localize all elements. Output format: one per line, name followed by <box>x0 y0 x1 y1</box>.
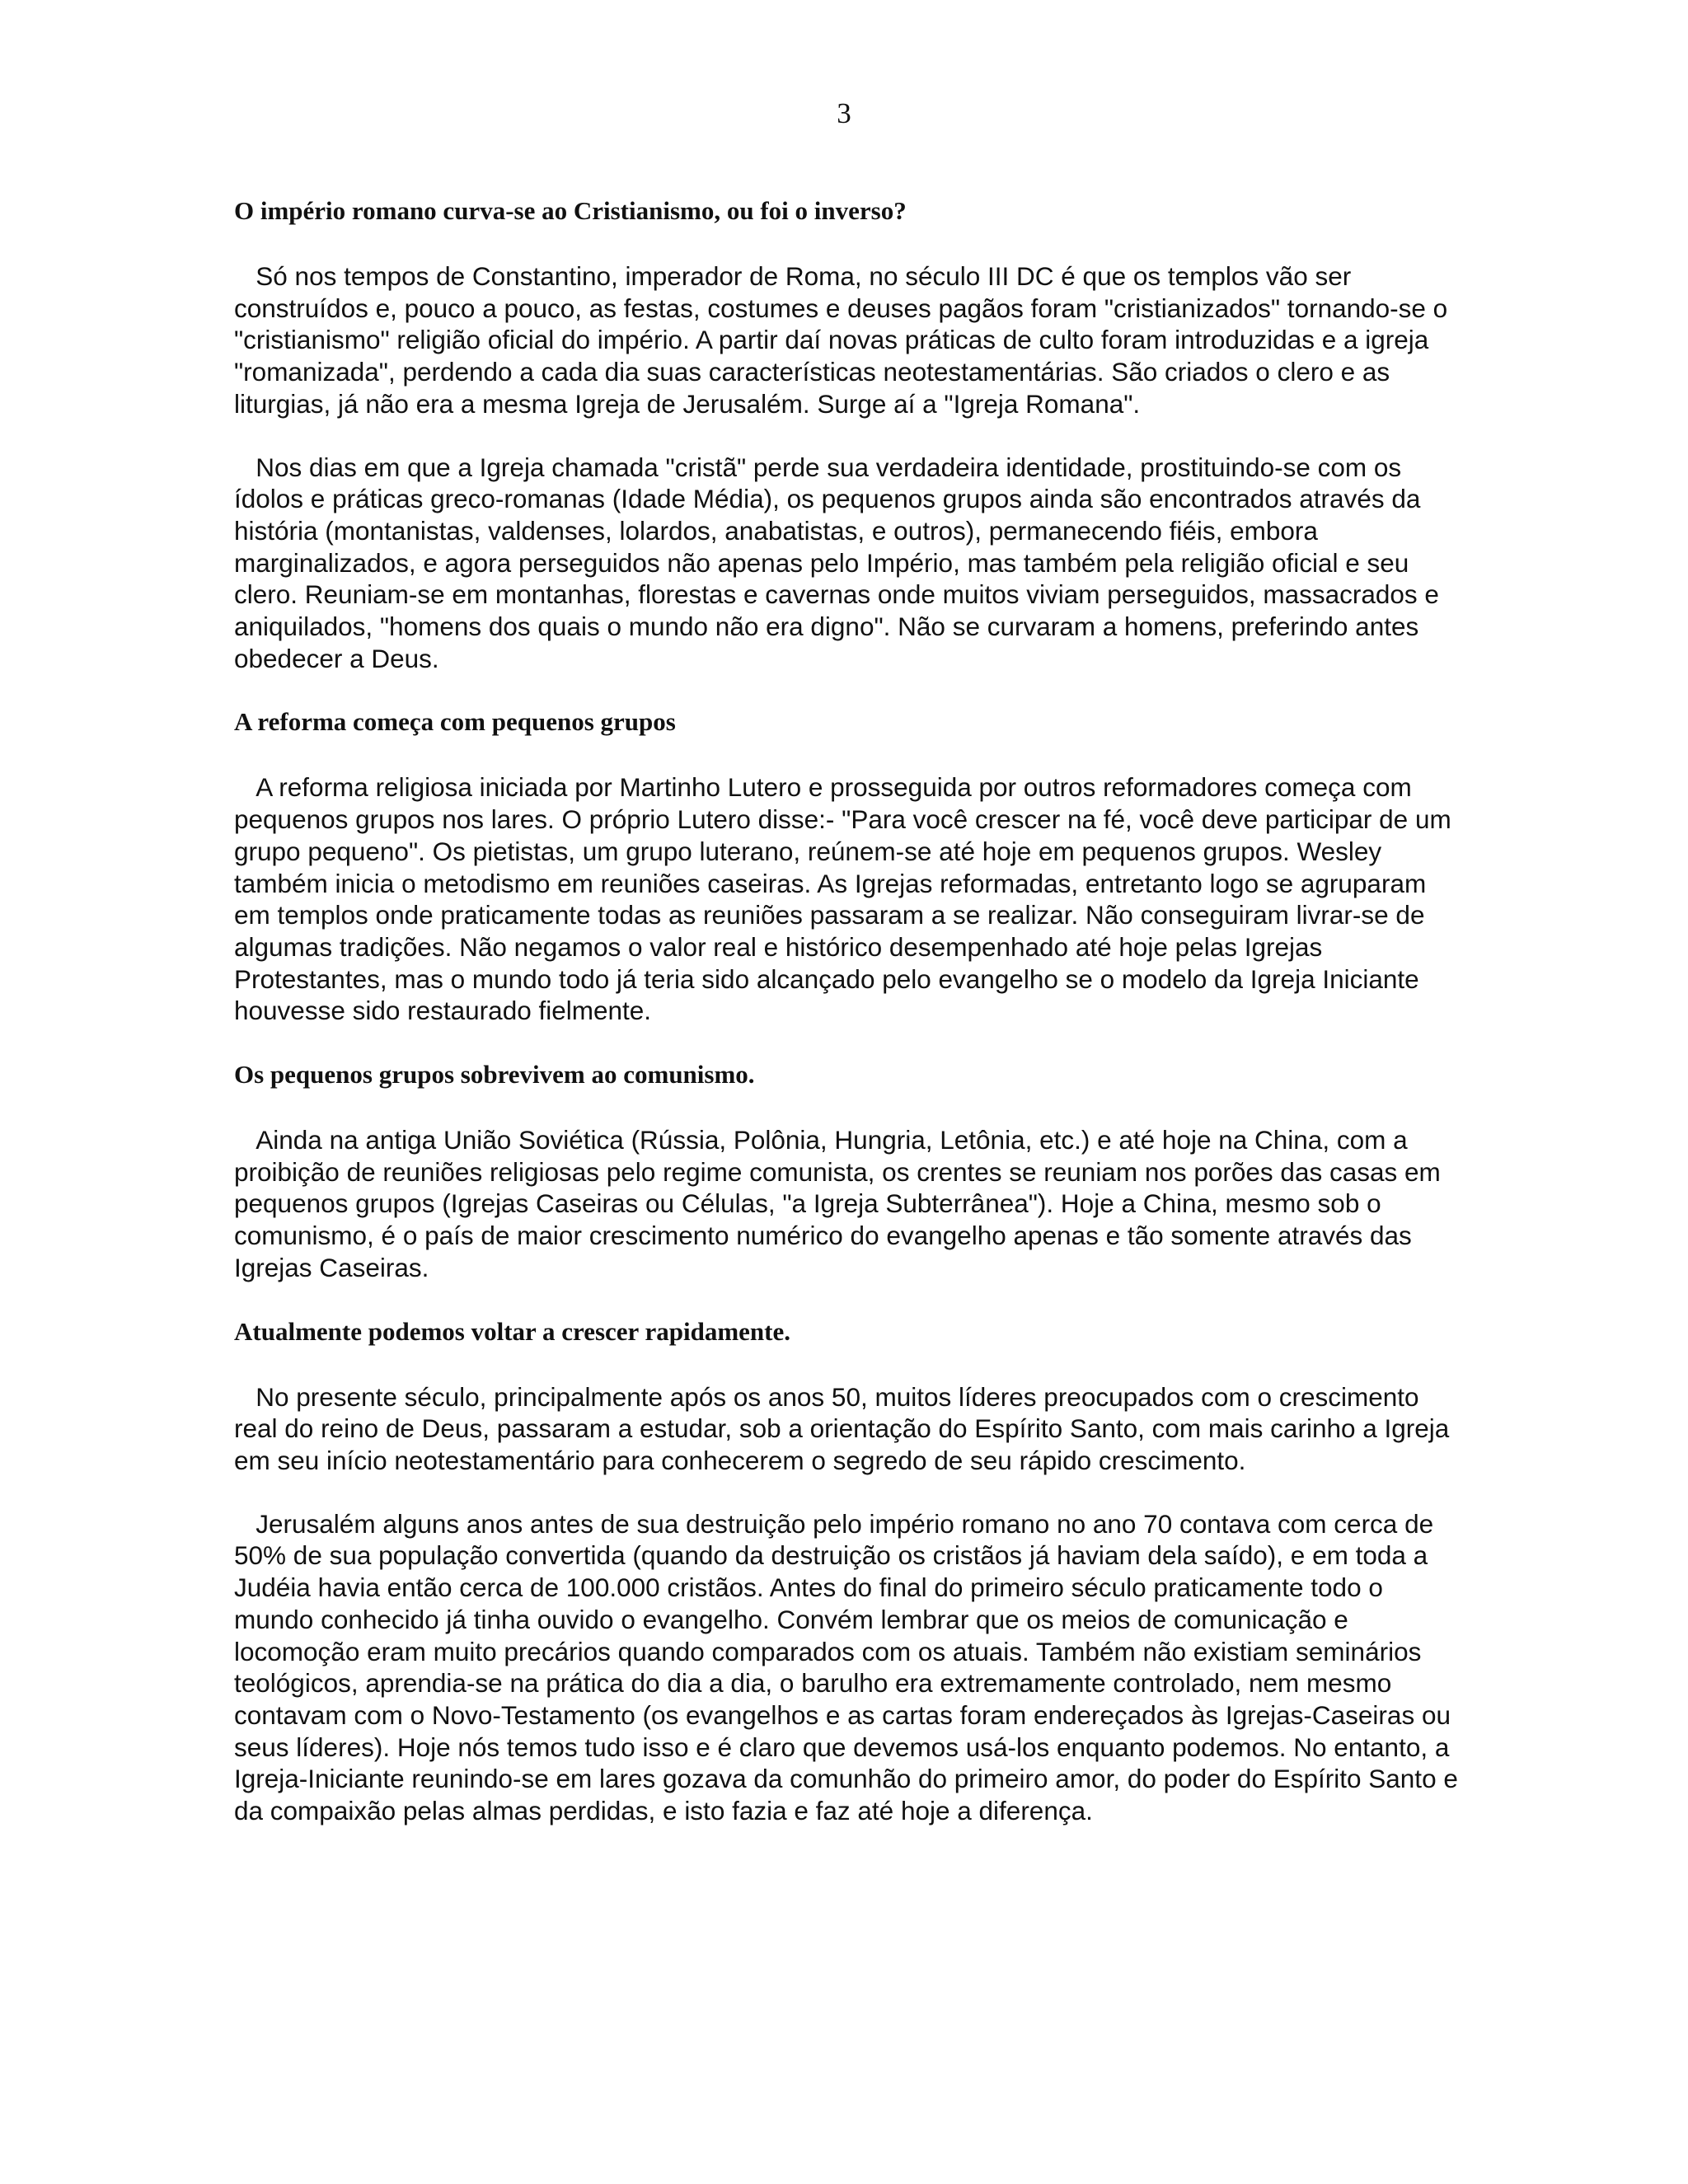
section-heading: O império romano curva-se ao Cristianismo, ou foi o inverso? <box>234 196 907 225</box>
paragraph: A reforma religiosa iniciada por Martinho Lutero e prosseguida por outros reformadores começa com pequenos grupos nos lares. O próprio Lutero disse:- "Para você crescer na fé, você deve participar de um grupo pequeno". Os pietistas, um grupo luterano, reúnem-se até hoje em pequenos grupos. Wesley também inicia o metodismo em reuniões caseiras. As Igrejas reformadas, entretanto logo se agruparam em templos onde praticamente todas as reuniões passaram a se realizar. Não conseguiram livrar-se de algumas tradições. Não negamos o valor real e histórico desempenhado até hoje pelas Igrejas Protestantes, mas o mundo todo já teria sido alcançado pelo evangelho se o modelo da Igreja Iniciante houvesse sido restaurado fielmente. <box>234 772 1459 1026</box>
section-growth <box>234 1315 1465 1827</box>
document-body <box>234 194 1465 1827</box>
section-heading: Atualmente podemos voltar a crescer rapidamente. <box>234 1316 790 1346</box>
paragraph: Só nos tempos de Constantino, imperador de Roma, no século III DC é que os templos vão ser construídos e, pouco a pouco, as festas, costumes e deuses pagãos foram "cristianizados" tornando-se o "cristianismo" religião oficial do império. A partir daí novas práticas de culto foram introduzidas e a igreja "romanizada", perdendo a cada dia suas características neotestamentárias. São criados o clero e as liturgias, já não era a mesma Igreja de Jerusalém. Surge aí a "Igreja Romana". <box>234 261 1455 419</box>
section-heading: Os pequenos grupos sobrevivem ao comunismo. <box>234 1060 755 1090</box>
paragraph: Jerusalém alguns anos antes de sua destruição pelo império romano no ano 70 contava com cerca de 50% de sua população convertida (quando da destruição os cristãos já haviam dela saído), e em toda a Judéia havia então cerca de 100.000 cristãos. Antes do final do primeiro século praticamente todo o mundo conhecido já tinha ouvido o evangelho. Convém lembrar que os meios de comunicação e locomoção eram muito precários quando comparados com os atuais. Também não existiam seminários teológicos, aprendia-se na prática do dia a dia, o barulho era extremamente controlado, nem mesmo contavam com o Novo-Testamento (os evangelhos e as cartas foram endereçados às Igrejas-Caseiras ou seus líderes). Hoje nós temos tudo isso e é claro que devemos usá-los enquanto podemos. No entanto, a Igreja-Iniciante reunindo-se em lares gozava da comunhão do primeiro amor, do poder do Espírito Santo e da compaixão pelas almas perdidas, e isto fazia e faz até hoje a diferença. <box>234 1508 1465 1826</box>
page-number: 3 <box>837 97 851 129</box>
section-reformation <box>234 705 1462 1027</box>
section-communism <box>234 1058 1462 1284</box>
section-roman-empire <box>234 194 1462 674</box>
section-heading: A reforma começa com pequenos grupos <box>234 707 676 737</box>
paragraph: Nos dias em que a Igreja chamada "cristã" perde sua verdadeira identidade, prostituindo-se com os ídolos e práticas greco-romanas (Idade Média), os pequenos grupos ainda são encontrados através da história (montanistas, valdenses, lolardos, anabatistas, e outros), permanecendo fiéis, embora marginalizados, e agora perseguidos não apenas pelo Império, mas também pela religião oficial e seu clero. Reuniam-se em montanhas, florestas e cavernas onde muitos viviam perseguidos, massacrados e aniquilados, "homens dos quais o mundo não era digno". Não se curvaram a homens, preferindo antes obedecer a Deus. <box>234 452 1447 673</box>
paragraph: Ainda na antiga União Soviética (Rússia, Polônia, Hungria, Letônia, etc.) e até hoje na China, com a proibição de reuniões religiosas pelo regime comunista, os crentes se reuniam nos porões das casas em pequenos grupos (Igrejas Caseiras ou Células, "a Igreja Subterrânea"). Hoje a China, mesmo sob o comunismo, é o país de maior crescimento numérico do evangelho apenas e tão somente através das Igrejas Caseiras. <box>234 1125 1448 1282</box>
paragraph: No presente século, principalmente após os anos 50, muitos líderes preocupados com o crescimento real do reino de Deus, passaram a estudar, sob a orientação do Espírito Santo, com mais carinho a Igreja em seu início neotestamentário para conhecerem o segredo de seu rápido crescimento. <box>234 1381 1457 1475</box>
